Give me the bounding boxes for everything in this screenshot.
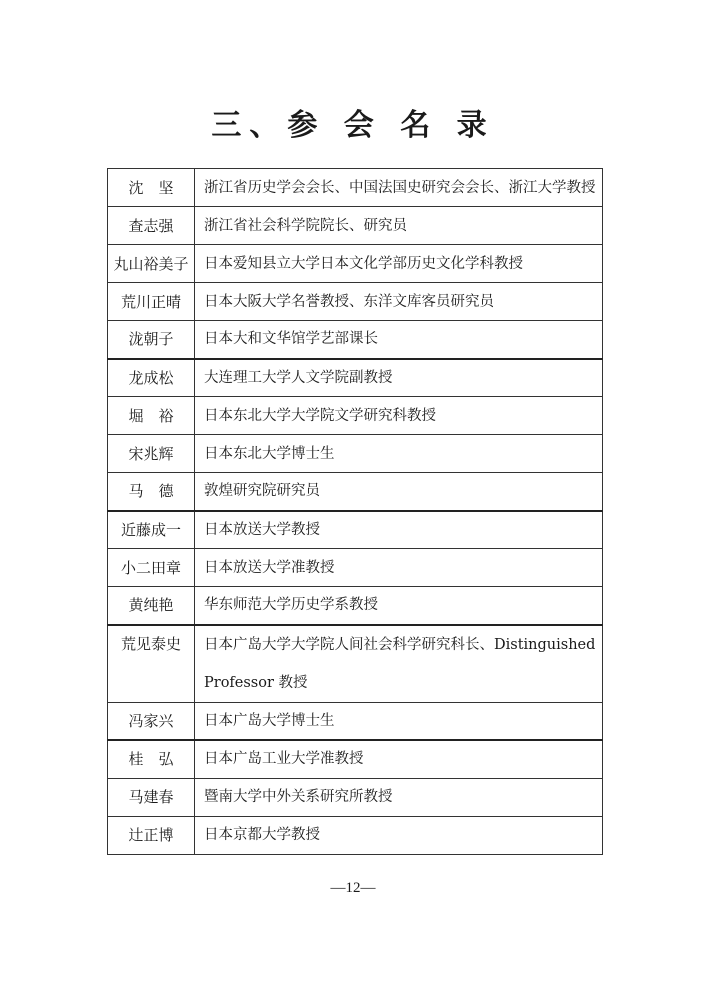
attendee-name: 荒川正晴 [108,283,195,321]
table-row [108,549,603,587]
attendee-name: 荒见泰史 [108,625,195,703]
attendee-affiliation: 大连理工大学人文学院副教授 [195,359,603,397]
attendee-affiliation: 日本广岛大学大学院人间社会科学研究科长、Distinguished Professor 教授 [195,625,603,703]
attendee-name: 宋兆辉 [108,435,195,473]
table-row [108,511,603,549]
table-row [108,245,603,283]
table-row [108,283,603,321]
attendee-affiliation: 浙江省社会科学院院长、研究员 [195,207,603,245]
table-row [108,435,603,473]
attendee-name: 堀 裕 [108,397,195,435]
table-row [108,207,603,245]
attendee-name: 沈 坚 [108,169,195,207]
attendee-affiliation: 日本大阪大学名誉教授、东洋文库客员研究员 [195,283,603,321]
table-row [108,740,603,778]
attendee-affiliation: 日本广岛大学博士生 [195,702,603,740]
page-number: —12— [330,880,376,896]
page-title: 三、参 会 名 录 [211,108,495,143]
table-row [108,359,603,397]
attendee-name: 桂 弘 [108,740,195,778]
attendee-name: 马 德 [108,473,195,511]
attendee-name: 泷朝子 [108,321,195,359]
attendee-affiliation: 日本东北大学大学院文学研究科教授 [195,397,603,435]
attendee-affiliation: 日本放送大学教授 [195,511,603,549]
attendee-name: 丸山裕美子 [108,245,195,283]
attendee-name: 近藤成一 [108,511,195,549]
table-row [108,702,603,740]
table-row [108,169,603,207]
table-row [108,473,603,511]
attendee-name: 黄纯艳 [108,587,195,625]
attendee-name: 龙成松 [108,359,195,397]
table-row [108,816,603,854]
table-row [108,625,603,703]
attendee-affiliation: 浙江省历史学会会长、中国法国史研究会会长、浙江大学教授 [195,169,603,207]
attendee-affiliation: 暨南大学中外关系研究所教授 [195,778,603,816]
attendee-name: 冯家兴 [108,702,195,740]
table-row [108,587,603,625]
attendee-affiliation: 华东师范大学历史学系教授 [195,587,603,625]
attendee-affiliation: 日本放送大学准教授 [195,549,603,587]
attendee-affiliation: 日本京都大学教授 [195,816,603,854]
attendee-affiliation: 日本爱知县立大学日本文化学部历史文化学科教授 [195,245,603,283]
attendee-name: 查志强 [108,207,195,245]
attendee-affiliation: 敦煌研究院研究员 [195,473,603,511]
table-row [108,397,603,435]
attendee-table [107,168,603,855]
attendee-name: 辻正博 [108,816,195,854]
table-row [108,778,603,816]
attendee-name: 小二田章 [108,549,195,587]
attendee-affiliation: 日本大和文华馆学艺部课长 [195,321,603,359]
table-row [108,321,603,359]
attendee-name: 马建春 [108,778,195,816]
attendee-affiliation: 日本广岛工业大学准教授 [195,740,603,778]
attendee-affiliation: 日本东北大学博士生 [195,435,603,473]
